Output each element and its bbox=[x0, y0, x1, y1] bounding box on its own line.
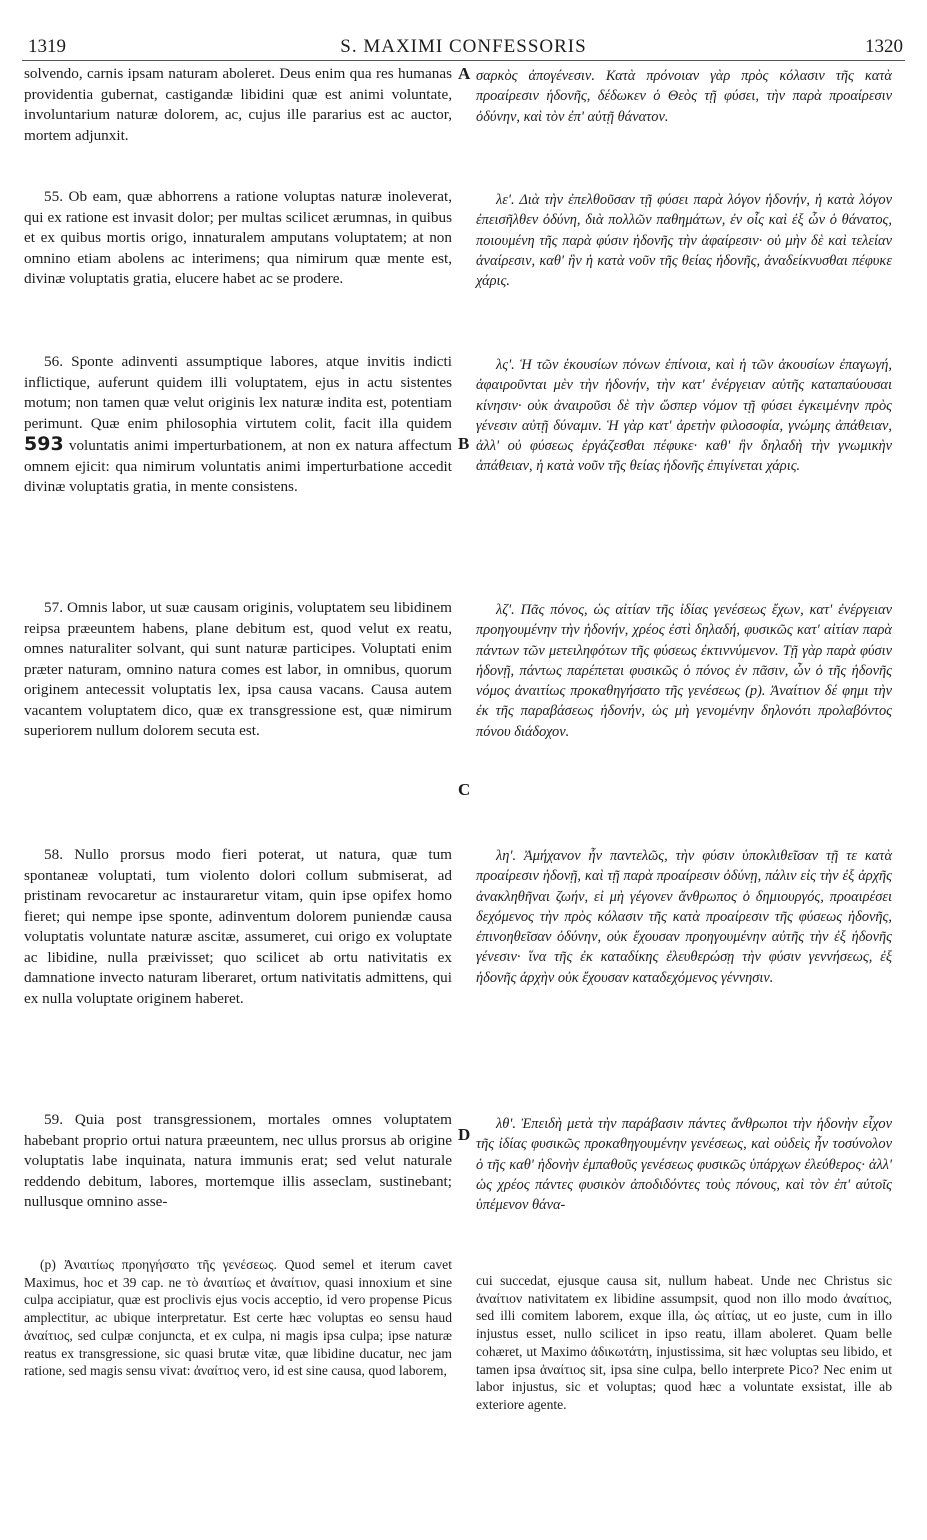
latin-paragraph-55: 55. Ob eam, quæ abhorrens a ratione voluptas naturæ inoleverat, qui ex ratione est invasit dolor; per multas scilicet ærumnas, in quibus et ex quibus mortis origo, innaturalem amputans voluptatem; at non omnino etiam abolens ac interimens; qua nimirum quæ mente est, divinæ voluptatis gratia, elucere habet ac se prodere. bbox=[24, 188, 452, 287]
greek-paragraph-56: λς'. Ἡ τῶν ἑκουσίων πόνων ἐπίνοια, καὶ ἡ τῶν ἀκουσίων ἐπαγωγή, ἀφαιροῦνται μὲν τὴν ἡδονήν, τὴν κατ' ἐνέργειαν αὐτῆς καταπαύουσαι κίνησιν· οὐκ ἀναιροῦσι δὲ τὴν ὥσπερ νόμον τῇ φύσει ἐγκειμένην πρὸς γένεσιν αὐτῇ δύναμιν. Ἡ γὰρ κατ' ἀρετὴν φιλοσοφία, γνώμης ἀπάθειαν, ἀλλ' οὐ φύσεως ἐργάζεσθαι πέφυκε· καθ' ἣν δηλαδὴ τὴν γνωμικὴν ἀπάθειαν, ἡ κατὰ νοῦν τῆς θείας ἡδονῆς ἐπιγίνεται χάρις. bbox=[476, 357, 892, 475]
running-title: S. MAXIMI CONFESSORIS bbox=[340, 36, 587, 57]
footnote-right: cui succedat, ejusque causa sit, nullum habeat. Unde nec Christus sic ἀναίτιον nativitatem ex libidine assumpsit, quod non illo modo ἀναίτιος, sed illi comitem laborem, exque illa, ὡς αἰτίας, ut eo juste, cum in illo injustus esset, nullo scilicet in ipso reatu, illam aboleret. Quam belle cohæret, ut Maximo ἀδικωτάτη, injustissima, sit hæc voluptas seu libido, et tamen ipsa ἀναίτιος sit, ipsa sine culpa, bello interprete Pico? Nec enim ut labor injustus, sic et voluptas; quod hæc a voluntate exsistat, ille ab exteriore agente. bbox=[476, 1273, 892, 1412]
greek-paragraph-55: λε'. Διὰ τὴν ἐπελθοῦσαν τῇ φύσει παρὰ λόγον ἡδονήν, ἡ κατὰ λόγον ἐπεισῆλθεν ὀδύνη, διὰ πολλῶν παθημάτων, ἐν οἷς καὶ ἐξ ὧν ὁ θάνατος, ποιουμένη τῆς παρὰ φύσιν ἡδονῆς τὴν ἀφαίρεσιν· οὐ μὴν δὲ καὶ τελείαν ἀναίρεσιν, καθ' ἣν ἡ κατὰ νοῦν τῆς θείας ἡδονῆς, ἀναδείκνυσθαι πέφυκε χάρις. bbox=[476, 192, 892, 290]
latin-paragraph-56 bbox=[24, 352, 452, 498]
page-header bbox=[22, 34, 905, 61]
right-column-number: 1320 bbox=[865, 36, 903, 57]
greek-paragraph-59: λθ'. Ἐπειδὴ μετὰ τὴν παράβασιν πάντες ἄνθρωποι τὴν ἡδονὴν εἶχον τῆς ἰδίας φυσικῶς προκαθηγουμένην γενέσεως, καὶ οὐδεὶς ἦν τοσύνολον ὁ τῆς καθ' ἡδονὴν ἐμπαθοῦς γενέσεως φυσικῶς ὑπάρχων ἐλεύθερος· ἀλλ' ὡς χρέος πάντες φυσικὸν ἀποδιδόντες τοὺς πόνους, καὶ τὸν ἐπ' αὐτοῖς ὑπέμενον θάνα- bbox=[476, 1116, 892, 1214]
latin-paragraph-58: 58. Nullo prorsus modo fieri poterat, ut natura, quæ tum spontaneæ voluptati, tum violento dolori collum submiserat, ad pristinam revocaretur ac instauraretur vitam, quin ipse opifex homo fieret; qui nempe ipse sponte, adinventum dolorem puniendæ causa voluptatis voluntate naturæ ascitæ, assumeret, cui origo ex voluptate ac libidine, nulla præivisset; quo scilicet ab ortu nativitatis ex damnatione invecto naturam liberaret, ortum nativitatis admittens, qui ex nulla voluptate originem haberet. bbox=[24, 846, 452, 1007]
margin-marker-c: C bbox=[458, 780, 471, 799]
latin-paragraph-56-part2: voluntatis animi imperturbationem, at non ex natura affectum omnem ejicit: qua nimirum voluntatis animi imperturbatione accedit divinæ voluptatis gratia, in mente consistens. bbox=[24, 437, 452, 495]
left-column-number: 1319 bbox=[28, 36, 66, 57]
greek-paragraph-intro: σαρκὸς ἀπογένεσιν. Κατὰ πρόνοιαν γὰρ πρὸς κόλασιν τῆς κατὰ προαίρεσιν ἡδονῆς, δέδωκεν ὁ Θεὸς τῇ φύσει, τὴν παρὰ προαίρεσιν ὀδύνην, καὶ τὸν ἐπ' αὐτῇ θάνατον. bbox=[476, 68, 892, 125]
latin-paragraph-56-part1: 56. Sponte adinventi assumptique labores, atque invitis indicti inflictique, auferunt quidem illi voluptatem, ejus in actu sistentes motum; non tamen quæ velut originis lex naturæ indita est, potentiam perimunt. Quæ enim philosophia virtutem colit, facit illa quidem bbox=[24, 353, 452, 432]
footnote-left: (p) Ἀναιτίως προηγήσατο τῆς γενέσεως. Quod semel et iterum cavet Maximus, hoc et 39 cap. ne τὸ ἀναιτίως et ἀναίτιον, quasi innoxium et sine culpa accipiatur, quæ est proclivis ejus vocis acceptio, id vero propense Picus amplectitur, ac ubique interpretatur. Est certe hæc voluptas eo sensu haud ἀναίτιος, sed culpæ conjuncta, et ex culpa, ni magis ipsa culpa; ipse naturæ reatus ex transgressione, sic quasi brutæ vitæ, quæ libidine ducatur, nec jam ratione, sed magis sensu vivat: ἀναίτιος vero, id est sine causa, quod laborem, bbox=[24, 1257, 452, 1379]
greek-paragraph-57: λζ'. Πᾶς πόνος, ὡς αἰτίαν τῆς ἰδίας γενέσεως ἔχων, κατ' ἐνέργειαν προηγουμένην τὴν ἡδονήν, χρέος ἐστὶ δηλαδή, φυσικῶς κατ' αἰτίαν παρὰ πάντων τῶν μετειληφότων τῆς φύσεως ἐκτιννύμενον. Τῇ γὰρ παρὰ φύσιν ἡδονῇ, πάντως παρέπεται φυσικῶς ὁ πόνος ἐν πᾶσιν, ὧν ὁ τῆς ἡδονῆς νόμος ἀναιτίως προκαθηγήσατο τῆς γενέσεως (p). Ἀναίτιον δέ φημι τὴν ἐκ τῆς παραβάσεως ἡδονήν, ὡς μὴ γενομένην δηλονότι προλαβόντος πόνου διάδοχον. bbox=[476, 602, 892, 740]
latin-paragraph-59: 59. Quia post transgressionem, mortales omnes voluptatem habebant proprio ortui natura præeuntem, nec ullus prorsus ab origine voluptatis labe inquinata, natura immunis erat; sed velut naturale reddendo debitum, labores, mortemque illis asseclam, sustinebant; nullusque omnino asse- bbox=[24, 1111, 452, 1210]
greek-paragraph-58: λη'. Ἀμήχανον ἦν παντελῶς, τὴν φύσιν ὑποκλιθεῖσαν τῇ τε κατὰ προαίρεσιν ἡδονῇ, καὶ τῇ παρὰ προαίρεσιν ὀδύνῃ, πάλιν εἰς τὴν ἐξ ἀρχῆς ἀνακληθῆναι ζωήν, εἰ μὴ γέγονεν ἄνθρωπος ὁ δημιουργός, προαιρέσει δεχόμενος τὴν πρὸς κόλασιν τῆς κατὰ προαίρεσιν τῆς φύσεως ἡδονῆς, ἐπινοηθεῖσαν ὀδύνην, οὐκ ἔχουσαν προηγουμένην αὐτῆς τὴν ἐξ ἡδονῆς γένεσιν· ἵνα τῆς ἐκ καταδίκης ἐλευθερώσῃ τὴν φύσιν γεννήσεως, ἐξ ἡδονῆς ἀρχὴν οὐκ ἔχουσαν καταδεχόμενος γέννησιν. bbox=[476, 848, 892, 986]
column-number-marker: 593 bbox=[24, 433, 64, 455]
latin-paragraph-intro: solvendo, carnis ipsam naturam aboleret. Deus enim qua res humanas providentia gubernat, castigandæ libidini quæ est animi voluntate, involuntarium naturæ dolorem, ac, cujus ille pararius est ac auctor, mortem adjunxit. bbox=[24, 65, 452, 144]
margin-marker-b: B bbox=[458, 434, 470, 453]
margin-marker-d: D bbox=[458, 1125, 471, 1144]
margin-marker-a: A bbox=[458, 64, 471, 83]
latin-paragraph-57: 57. Omnis labor, ut suæ causam originis, voluptatem seu libidinem reipsa præeuntem habens, plane debitum est, quod velut ex reatu, omnes naturaliter solvant, qui sunt naturæ participes. Voluptati enim præter naturam, omnino natura comes est labor, in omnibus, quorum originem antecessit voluptatis lex, ipsa causa vacans. Causa autem vacantem voluptatem dico, quæ ex transgressione est, quæ nimirum superiorem nullum dolorem secuta est. bbox=[24, 599, 452, 739]
